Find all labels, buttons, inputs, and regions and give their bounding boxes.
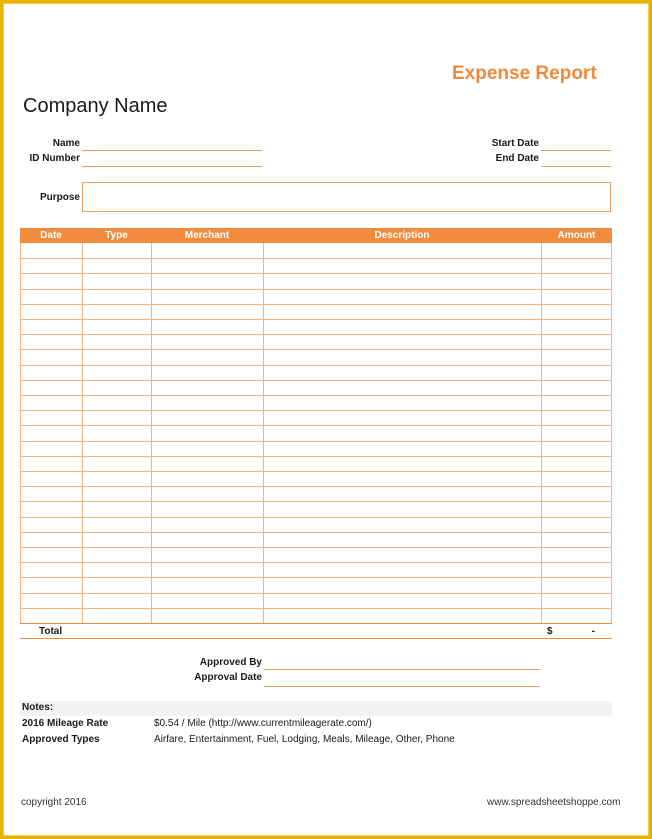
col-merchant-header: Merchant: [184, 230, 230, 241]
total-currency: $: [547, 626, 553, 637]
name-label: Name: [52, 138, 80, 149]
purpose-field[interactable]: [82, 182, 611, 212]
start-date-field[interactable]: [541, 150, 611, 151]
table-row-divider: [20, 365, 612, 366]
table-row-divider: [20, 410, 612, 411]
total-label: Total: [39, 626, 63, 637]
table-row-divider: [20, 334, 612, 335]
table-column-divider: [20, 243, 21, 623]
table-row-divider: [20, 319, 612, 320]
table-row-divider: [20, 456, 612, 457]
table-row-divider: [20, 425, 612, 426]
table-column-divider: [541, 243, 542, 623]
expense-table-grid[interactable]: [20, 243, 612, 623]
table-column-divider: [82, 243, 83, 623]
table-row-divider: [20, 547, 612, 548]
table-header: [20, 228, 612, 243]
col-description-header: Description: [374, 230, 430, 241]
table-row-divider: [20, 532, 612, 533]
mileage-rate-label: 2016 Mileage Rate: [22, 718, 109, 729]
table-row-divider: [20, 471, 612, 472]
purpose-label: Purpose: [39, 192, 80, 203]
table-row-divider: [20, 562, 612, 563]
table-column-divider: [263, 243, 264, 623]
table-row-divider: [20, 577, 612, 578]
name-field[interactable]: [82, 150, 262, 151]
end-date-field[interactable]: [541, 166, 611, 167]
col-amount-header: Amount: [557, 230, 596, 241]
table-row-divider: [20, 395, 612, 396]
table-column-divider: [611, 243, 612, 623]
report-title: Expense Report: [452, 63, 597, 84]
col-date-header: Date: [40, 230, 62, 241]
copyright-text: copyright 2016: [21, 797, 87, 808]
mileage-rate-value: $0.54 / Mile (http://www.currentmileagerate.com/): [154, 718, 372, 729]
total-row: [20, 623, 612, 639]
approval-date-field[interactable]: [264, 686, 540, 687]
start-date-label: Start Date: [491, 138, 539, 149]
company-name: Company Name: [23, 95, 168, 117]
table-row-divider: [20, 258, 612, 259]
end-date-label: End Date: [495, 153, 539, 164]
total-value: -: [591, 626, 595, 637]
table-row-divider: [20, 593, 612, 594]
table-row-divider: [20, 486, 612, 487]
approved-types-label: Approved Types: [22, 734, 100, 745]
id-number-field[interactable]: [82, 166, 262, 167]
id-number-label: ID Number: [29, 153, 80, 164]
table-row-divider: [20, 501, 612, 502]
notes-label: Notes:: [22, 702, 54, 713]
table-row-divider: [20, 289, 612, 290]
approved-by-field[interactable]: [264, 669, 540, 670]
table-row-divider: [20, 304, 612, 305]
table-column-divider: [151, 243, 152, 623]
approval-date-label: Approval Date: [194, 672, 262, 683]
table-row-divider: [20, 349, 612, 350]
notes-bar: [20, 701, 612, 716]
table-row-divider: [20, 517, 612, 518]
table-row-divider: [20, 441, 612, 442]
col-type-header: Type: [105, 230, 128, 241]
table-row-divider: [20, 380, 612, 381]
approved-types-value: Airfare, Entertainment, Fuel, Lodging, Meals, Mileage, Other, Phone: [154, 734, 455, 745]
table-row-divider: [20, 273, 612, 274]
approved-by-label: Approved By: [199, 657, 262, 668]
site-text: www.spreadsheetshoppe.com: [487, 797, 621, 808]
table-row-divider: [20, 608, 612, 609]
